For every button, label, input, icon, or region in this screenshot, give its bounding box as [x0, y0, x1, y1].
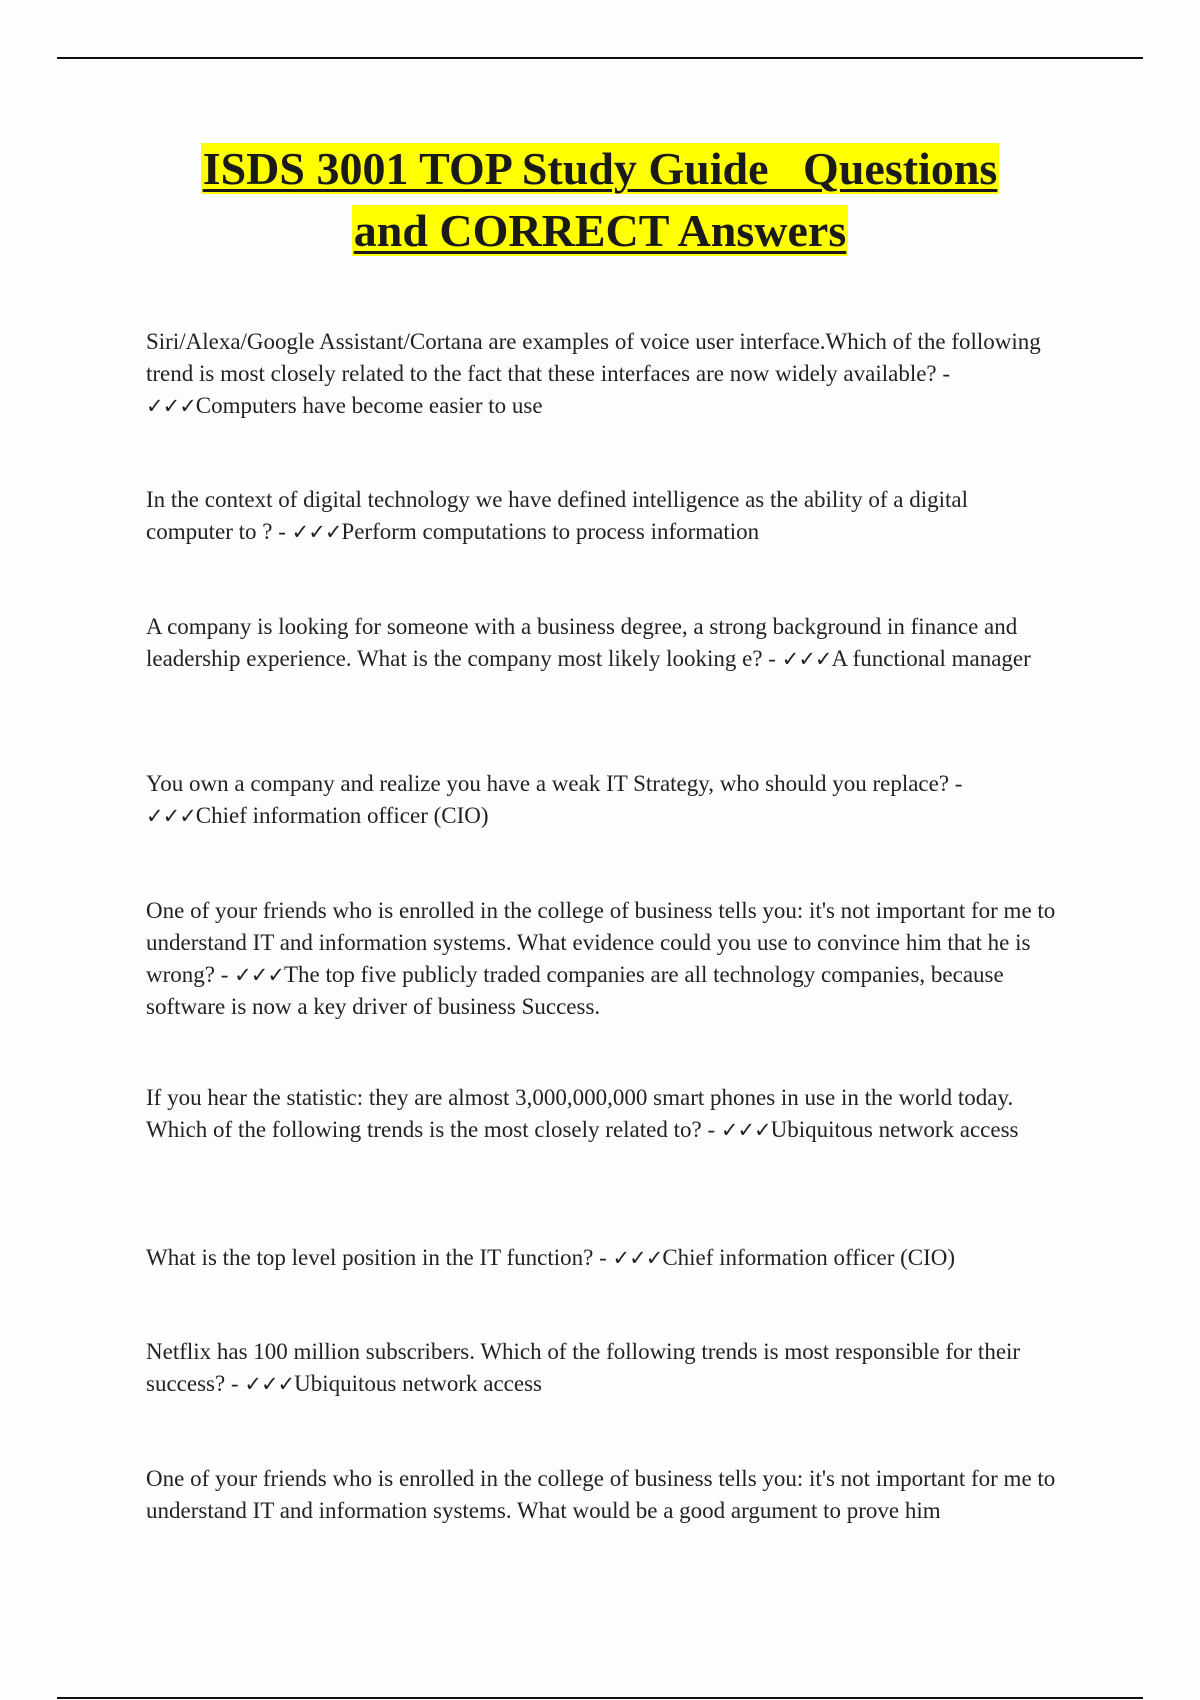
qa-item-7 [146, 1242, 1056, 1274]
bottom-rule [57, 1697, 1143, 1699]
answer-text: A functional manager [831, 646, 1031, 671]
qa-item-6 [146, 1082, 1056, 1146]
qa-item-5 [146, 895, 1056, 1023]
qa-item-8 [146, 1336, 1056, 1400]
question-text: If you hear the statistic: they are almost 3,000,000,000 smart phones in use in the world today. Which of the following trends is the most closely related to? - [146, 1085, 1014, 1142]
document-title [0, 138, 1200, 262]
check-marks-icon: ✓✓✓ [781, 647, 832, 671]
check-marks-icon: ✓✓✓ [612, 1246, 663, 1270]
question-text: You own a company and realize you have a weak IT Strategy, who should you replace? - [146, 771, 963, 796]
answer-text: Ubiquitous network access [294, 1371, 542, 1396]
qa-item-1 [146, 326, 1056, 422]
title-line-1: ISDS 3001 TOP Study Guide Questions [202, 143, 998, 194]
question-text: Siri/Alexa/Google Assistant/Cortana are examples of voice user interface.Which of the following trend is most closely related to the fact that these interfaces are now widely available? - [146, 329, 1041, 386]
title-line-2: and CORRECT Answers [353, 205, 847, 256]
check-marks-icon: ✓✓✓ [146, 394, 196, 418]
answer-text: Computers have become easier to use [195, 393, 543, 418]
check-marks-icon: ✓✓✓ [720, 1118, 771, 1142]
qa-item-3 [146, 611, 1056, 675]
question-text: Netflix has 100 million subscribers. Which of the following trends is most responsible for their success? - [146, 1339, 1021, 1396]
top-rule [57, 57, 1143, 59]
answer-text: Chief information officer (CIO) [662, 1245, 956, 1270]
answer-text: The top five publicly traded companies are all technology companies, because software is now a key driver of business Success. [146, 962, 1004, 1019]
answer-text: Perform computations to process information [341, 519, 760, 544]
answer-text: Ubiquitous network access [770, 1117, 1019, 1142]
question-text: A company is looking for someone with a business degree, a strong background in finance and leadership experience. What is the company most likely looking e? - [146, 614, 1018, 671]
question-text: In the context of digital technology we have defined intelligence as the ability of a digital computer to ? - [146, 487, 968, 544]
qa-item-4 [146, 768, 1056, 832]
check-marks-icon: ✓✓✓ [291, 520, 342, 544]
check-marks-icon: ✓✓✓ [146, 804, 196, 828]
qa-item-9 [146, 1463, 1056, 1527]
question-text: One of your friends who is enrolled in the college of business tells you: it's not important for me to understand IT and information systems. What evidence could you use to convince him that he is wrong? - [146, 898, 1056, 987]
question-text: One of your friends who is enrolled in the college of business tells you: it's not important for me to understand IT and information systems. What would be a good argument to prove him [146, 1466, 1056, 1523]
qa-item-2 [146, 484, 1056, 548]
check-marks-icon: ✓✓✓ [244, 1372, 295, 1396]
answer-text: Chief information officer (CIO) [195, 803, 489, 828]
check-marks-icon: ✓✓✓ [234, 963, 284, 987]
question-text: What is the top level position in the IT function? - [146, 1245, 613, 1270]
